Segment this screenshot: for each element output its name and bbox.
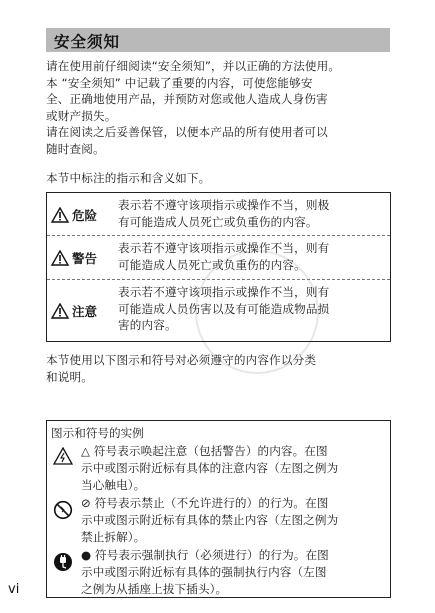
intro-line: 或财产损失。 bbox=[46, 108, 117, 123]
warning-label-danger: 危险 bbox=[51, 206, 97, 224]
symbol-examples-box bbox=[46, 420, 391, 598]
caution-triangle-icon bbox=[53, 447, 73, 465]
page-number: vi bbox=[8, 582, 20, 597]
intro-line: 请在使用前仔细阅读“安全须知”，并以正确的方法使用。 bbox=[46, 59, 341, 73]
warning-label-caution: 注意 bbox=[51, 302, 97, 320]
warning-triangle-icon bbox=[51, 303, 69, 319]
symbol-text-prohibition: ⊘ 符号表示禁止（不允许进行的）的行为。在图 示中或图示附近标有具体的禁止内容（左图之例为 禁止拆解）。 bbox=[81, 496, 339, 544]
mandatory-unplug-icon bbox=[53, 552, 73, 572]
legend-intro: 本节中标注的指示和含义如下。 bbox=[46, 171, 211, 185]
intro-line: 全、正确地使用产品，并预防对您或他人造成人身伤害 bbox=[46, 92, 328, 107]
symbols-intro: 本节使用以下图示和符号对必须遵守的内容作以分类 和说明。 bbox=[46, 353, 317, 384]
section-title: 安全须知 bbox=[54, 33, 121, 51]
warning-text-danger: 表示若不遵守该项指示或操作不当，则极 有可能造成人员死亡或负重伤的内容。 bbox=[118, 198, 330, 229]
prohibition-icon bbox=[53, 500, 73, 520]
row-divider bbox=[47, 279, 390, 280]
intro-paragraph bbox=[46, 58, 394, 158]
intro-line: 随时查阅。 bbox=[46, 141, 105, 156]
intro-line: 本 “安全须知” 中记载了重要的内容，可使您能够安 bbox=[46, 75, 313, 90]
warning-triangle-icon bbox=[51, 207, 69, 223]
warning-text-caution: 表示若不遵守该项指示或操作不当，则有 可能造成人员伤害以及有可能造成物品损 害的内容。 bbox=[118, 285, 330, 333]
intro-line: 请在阅读之后妥善保管，以便本产品的所有使用者可以 bbox=[46, 125, 328, 140]
warning-levels-table bbox=[46, 192, 391, 342]
symbol-examples-title: 图示和符号的实例 bbox=[51, 426, 144, 440]
warning-text-warning: 表示若不遵守该项指示或操作不当，则有 可能造成人员死亡或负重伤的内容。 bbox=[118, 241, 330, 272]
symbol-text-mandatory: ● 符号表示强制执行（必须进行）的行为。在图 示中或图示附近标有具体的强制执行内容（左图 之例为从插座上拔下插头）。 bbox=[81, 548, 329, 596]
row-divider bbox=[47, 235, 390, 236]
section-title-bar bbox=[46, 28, 390, 52]
warning-triangle-icon bbox=[51, 250, 69, 266]
warning-label-warning: 警告 bbox=[51, 249, 97, 267]
symbol-text-caution: △ 符号表示唤起注意（包括警告）的内容。在图 示中或图示附近标有具体的注意内容（左图之例为 当心触电）。 bbox=[81, 444, 339, 492]
